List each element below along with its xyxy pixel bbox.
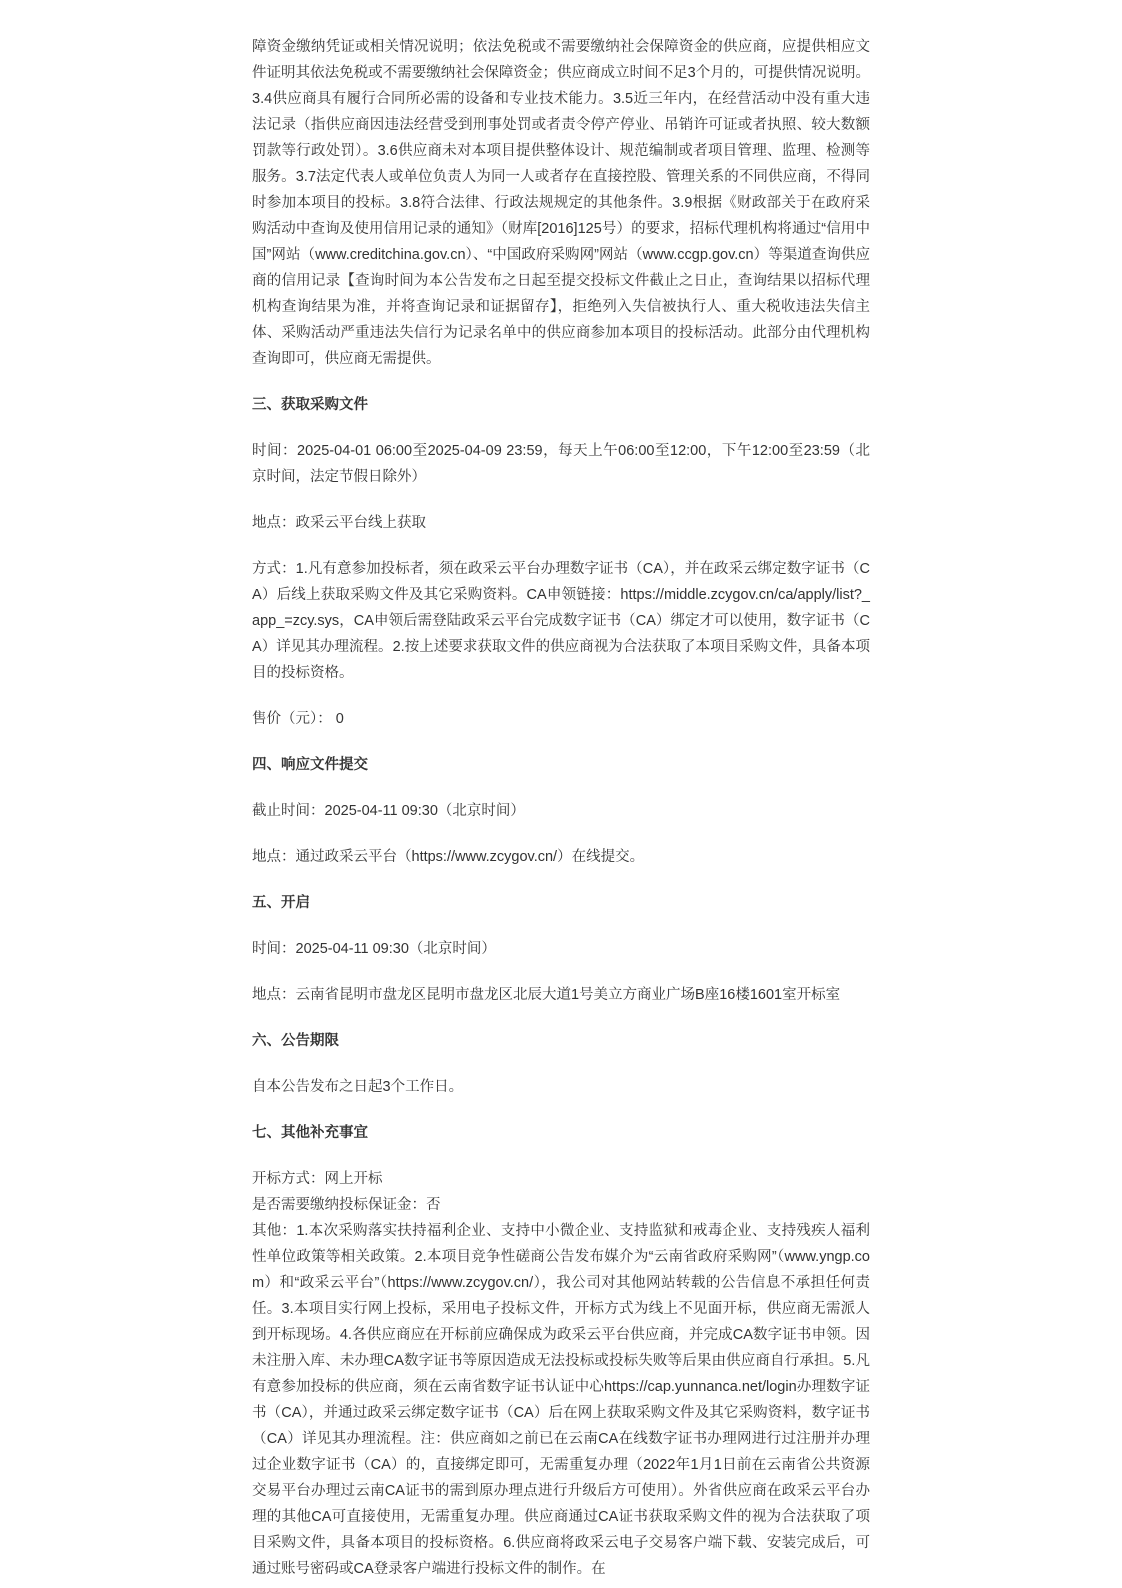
section-heading-other-supplementary-matters: 七、其他补充事宜 — [252, 1125, 368, 1141]
paragraph-opening-location: 地点：云南省昆明市盘龙区昆明市盘龙区北辰大道1号美立方商业广场B座16楼1601室开标室 — [252, 987, 841, 1003]
paragraph-announcement-period: 自本公告发布之日起3个工作日。 — [252, 1079, 464, 1095]
document-content — [252, 0, 870, 1582]
paragraph-obtain-method: 方式：1.凡有意参加投标者，须在政采云平台办理数字证书（CA），并在政采云绑定数字证书（CA）后线上获取采购文件及其它采购资料。CA申领链接：https://middle.zcygov.cn/ca/apply/list?_app_=zcy.sys，CA申领后需登陆政采云平台完成数字证书（CA）绑定才可以使用，数字证书（CA）详见其办理流程。2.按上述要求获取文件的供应商视为合法获取了本项目采购文件，具备本项目的投标资格。 — [252, 561, 870, 681]
paragraph-submission-deadline: 截止时间：2025-04-11 09:30（北京时间） — [252, 803, 525, 819]
paragraph-price: 售价（元）： 0 — [252, 711, 344, 727]
paragraph-opening-time: 时间：2025-04-11 09:30（北京时间） — [252, 941, 496, 957]
paragraph-qualification-continuation: 障资金缴纳凭证或相关情况说明；依法免税或不需要缴纳社会保障资金的供应商，应提供相应文件证明其依法免税或不需要缴纳社会保障资金；供应商成立时间不足3个月的，可提供情况说明。3.4供应商具有履行合同所必需的设备和专业技术能力。3.5近三年内，在经营活动中没有重大违法记录（指供应商因违法经营受到刑事处罚或者责令停产停业、吊销许可证或者执照、较大数额罚款等行政处罚）。3.6供应商未对本项目提供整体设计、规范编制或者项目管理、监理、检测等服务。3.7法定代表人或单位负责人为同一人或者存在直接控股、管理关系的不同供应商，不得同时参加本项目的投标。3.8符合法律、行政法规规定的其他条件。3.9根据《财政部关于在政府采购活动中查询及使用信用记录的通知》（财库[2016]125号）的要求，招标代理机构将通过“信用中国”网站（www.creditchina.gov.cn）、“中国政府采购网”网站（www.ccgp.gov.cn）等渠道查询供应商的信用记录【查询时间为本公告发布之日起至提交投标文件截止之日止，查询结果以招标代理机构查询结果为准，并将查询记录和证据留存】，拒绝列入失信被执行人、重大税收违法失信主体、采购活动严重违法失信行为记录名单中的供应商参加本项目的投标活动。此部分由代理机构查询即可，供应商无需提供。 — [252, 39, 870, 367]
line-bid-bond-required: 是否需要缴纳投标保证金：否 — [252, 1197, 441, 1213]
section-heading-obtain-procurement-documents: 三、获取采购文件 — [252, 397, 368, 413]
section-heading-opening: 五、开启 — [252, 895, 310, 911]
paragraph-other-details: 其他：1.本次采购落实扶持福利企业、支持中小微企业、支持监狱和戒毒企业、支持残疾人福利性单位政策等相关政策。2.本项目竞争性磋商公告发布媒介为“云南省政府采购网”（www.yngp.com）和“政采云平台”（https://www.zcygov.cn/），我公司对其他网站转载的公告信息不承担任何责任。3.本项目实行网上投标，采用电子投标文件，开标方式为线上不见面开标，供应商无需派人到开标现场。4.各供应商应在开标前应确保成为政采云平台供应商，并完成CA数字证书申领。因未注册入库、未办理CA数字证书等原因造成无法投标或投标失败等后果由供应商自行承担。5.凡有意参加投标的供应商，须在云南省数字证书认证中心https://cap.yunnanca.net/login办理数字证书（CA），并通过政采云绑定数字证书（CA）后在网上获取采购文件及其它采购资料，数字证书（CA）详见其办理流程。注：供应商如之前已在云南CA在线数字证书办理网进行过注册并办理过企业数字证书（CA）的，直接绑定即可，无需重复办理（2022年1月1日前在云南省公共资源交易平台办理过云南CA证书的需到原办理点进行升级后方可使用）。外省供应商在政采云平台办理的其他CA可直接使用，无需重复办理。供应商通过CA证书获取采购文件的视为合法获取了项目采购文件，具备本项目的投标资格。6.供应商将政采云电子交易客户端下载、安装完成后，可通过账号密码或CA登录客户端进行投标文件的制作。在 — [252, 1223, 870, 1577]
section-heading-response-document-submission: 四、响应文件提交 — [252, 757, 368, 773]
line-bid-opening-method: 开标方式：网上开标 — [252, 1171, 383, 1187]
paragraph-obtain-time: 时间：2025-04-01 06:00至2025-04-09 23:59，每天上午06:00至12:00，下午12:00至23:59（北京时间，法定节假日除外） — [252, 443, 870, 485]
paragraph-obtain-location: 地点：政采云平台线上获取 — [252, 515, 426, 531]
section-heading-announcement-period: 六、公告期限 — [252, 1033, 339, 1049]
paragraph-submission-location: 地点：通过政采云平台（https://www.zcygov.cn/）在线提交。 — [252, 849, 645, 865]
